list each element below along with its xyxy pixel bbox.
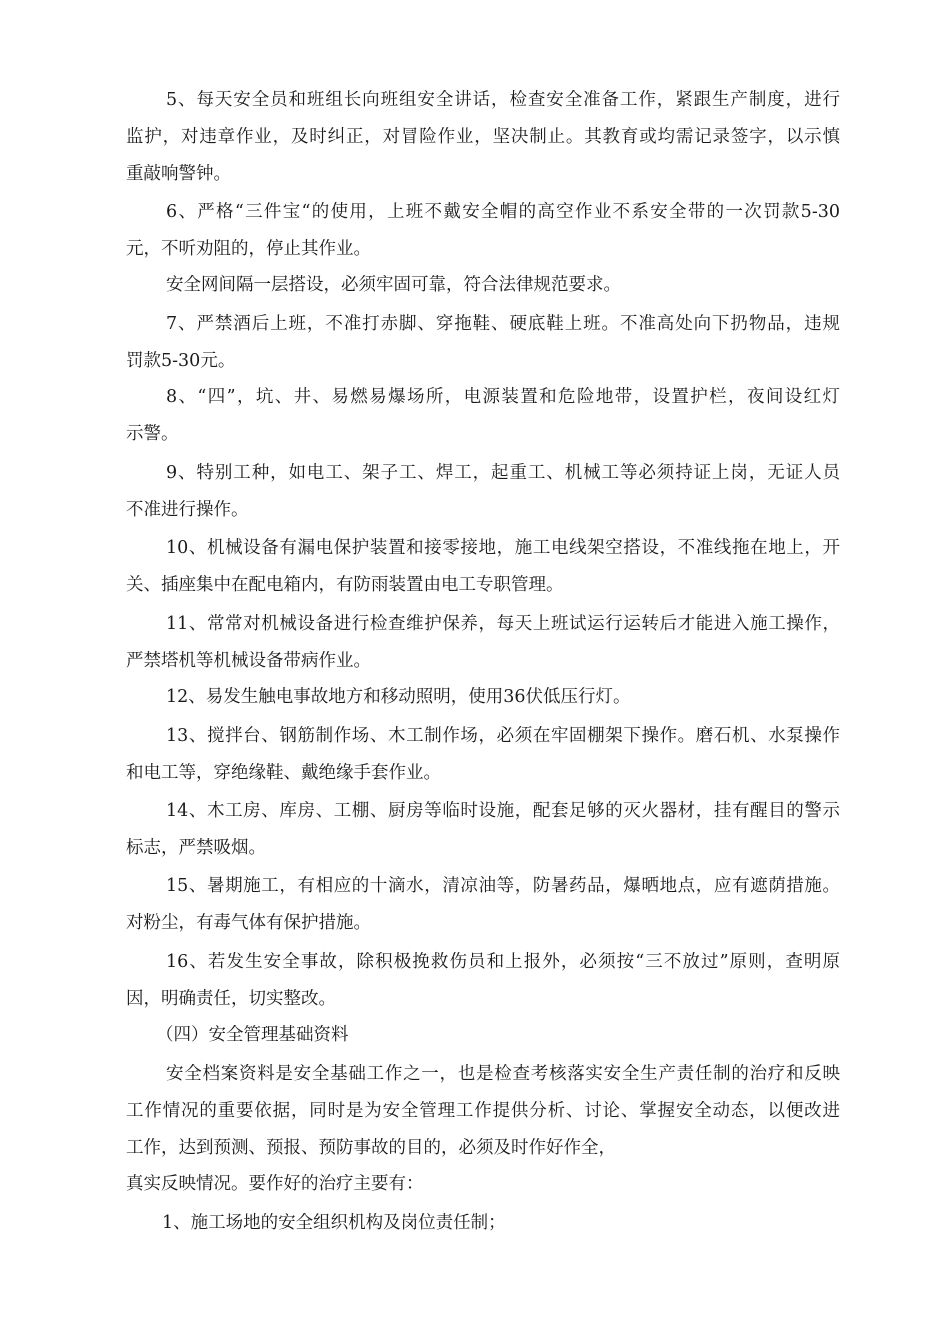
text-line: 真实反映情况。要作好的治疗主要有： xyxy=(126,1174,424,1194)
paragraph-item-11 xyxy=(126,606,840,680)
text-line: 6、严格“三件宝“的使用，上班不戴安全帽的高空作业不系安全带的一次罚款5-30 xyxy=(166,202,840,222)
paragraph-item-9 xyxy=(126,455,840,529)
text-line: 标志，严禁吸烟。 xyxy=(126,838,266,858)
text-line: 8、“四”，坑、井、易燃易爆场所，电源装置和危险地带，设置护栏，夜间设红灯 xyxy=(166,387,840,407)
text-line: 15、暑期施工，有相应的十滴水，清凉油等，防暑药品，爆晒地点，应有遮荫措施。 xyxy=(166,876,840,896)
text-line: 监护，对违章作业，及时纠正，对冒险作业，坚决制止。其教育或均需记录签字，以示慎 xyxy=(126,127,840,147)
text-line: 工作，达到预测、预报、预防事故的目的，必须及时作好作全， xyxy=(126,1138,616,1158)
paragraph-archive-summary xyxy=(126,1166,840,1203)
paragraph-item-7 xyxy=(126,306,840,380)
text-line: 12、易发生触电事故地方和移动照明，使用36伏低压行灯。 xyxy=(166,687,631,707)
text-line: 和电工等，穿绝缘鞋、戴绝缘手套作业。 xyxy=(126,763,441,783)
section-heading-text: （四）安全管理基础资料 xyxy=(156,1025,349,1045)
text-line: 10、机械设备有漏电保护装置和接零接地，施工电线架空搭设，不准线拖在地上，开 xyxy=(166,538,840,558)
text-line: 安全网间隔一层搭设，必须牢固可靠，符合法律规范要求。 xyxy=(166,275,621,295)
text-line: 工作情况的重要依据，同时是为安全管理工作提供分析、讨论、掌握安全动态，以便改进 xyxy=(126,1101,840,1121)
paragraph-item-16 xyxy=(126,944,840,1018)
paragraph-archive-intro xyxy=(126,1056,840,1167)
paragraph-item-14 xyxy=(126,793,840,867)
list-item-1 xyxy=(126,1205,840,1242)
text-line: 16、若发生安全事故，除积极挽救伤员和上报外，必须按“三不放过”原则，查明原 xyxy=(166,952,840,972)
paragraph-item-6 xyxy=(126,194,840,268)
paragraph-safety-net xyxy=(126,267,840,304)
text-line: 7、严禁酒后上班，不准打赤脚、穿拖鞋、硬底鞋上班。不准高处向下扔物品，违规 xyxy=(166,314,840,334)
text-line: 严禁塔机等机械设备带病作业。 xyxy=(126,651,371,671)
text-line: 不准进行操作。 xyxy=(126,500,249,520)
text-line: 对粉尘，有毒气体有保护措施。 xyxy=(126,913,371,933)
section-heading xyxy=(126,1017,840,1054)
text-line: 示警。 xyxy=(126,424,179,444)
text-line: 关、插座集中在配电箱内，有防雨装置由电工专职管理。 xyxy=(126,575,564,595)
text-line: 11、常常对机械设备进行检查维护保养，每天上班试运行运转后才能进入施工操作， xyxy=(166,614,840,634)
text-line: 9、特别工种，如电工、架子工、焊工，起重工、机械工等必须持证上岗，无证人员 xyxy=(166,463,840,483)
text-line: 5、每天安全员和班组长向班组安全讲话，检查安全准备工作，紧跟生产制度，进行 xyxy=(166,90,840,110)
text-line: 重敲响警钟。 xyxy=(126,164,231,184)
text-line: 14、木工房、库房、工棚、厨房等临时设施，配套足够的灭火器材，挂有醒目的警示 xyxy=(166,801,840,821)
text-line: 13、搅拌台、钢筋制作场、木工制作场，必须在牢固棚架下操作。磨石机、水泵操作 xyxy=(166,726,840,746)
paragraph-item-15 xyxy=(126,868,840,942)
paragraph-item-13 xyxy=(126,718,840,792)
paragraph-item-8 xyxy=(126,379,840,453)
text-line: 元，不听劝阻的，停止其作业。 xyxy=(126,239,371,259)
text-line: 罚款5-30元。 xyxy=(126,351,236,371)
paragraph-item-10 xyxy=(126,530,840,604)
paragraph-item-5 xyxy=(126,82,840,193)
paragraph-item-12 xyxy=(126,679,840,716)
text-line: 因，明确责任，切实整改。 xyxy=(126,989,336,1009)
text-line: 安全档案资料是安全基础工作之一，也是检查考核落实安全生产责任制的治疗和反映 xyxy=(166,1064,840,1084)
text-line: 1、施工场地的安全组织机构及岗位责任制； xyxy=(162,1213,506,1233)
